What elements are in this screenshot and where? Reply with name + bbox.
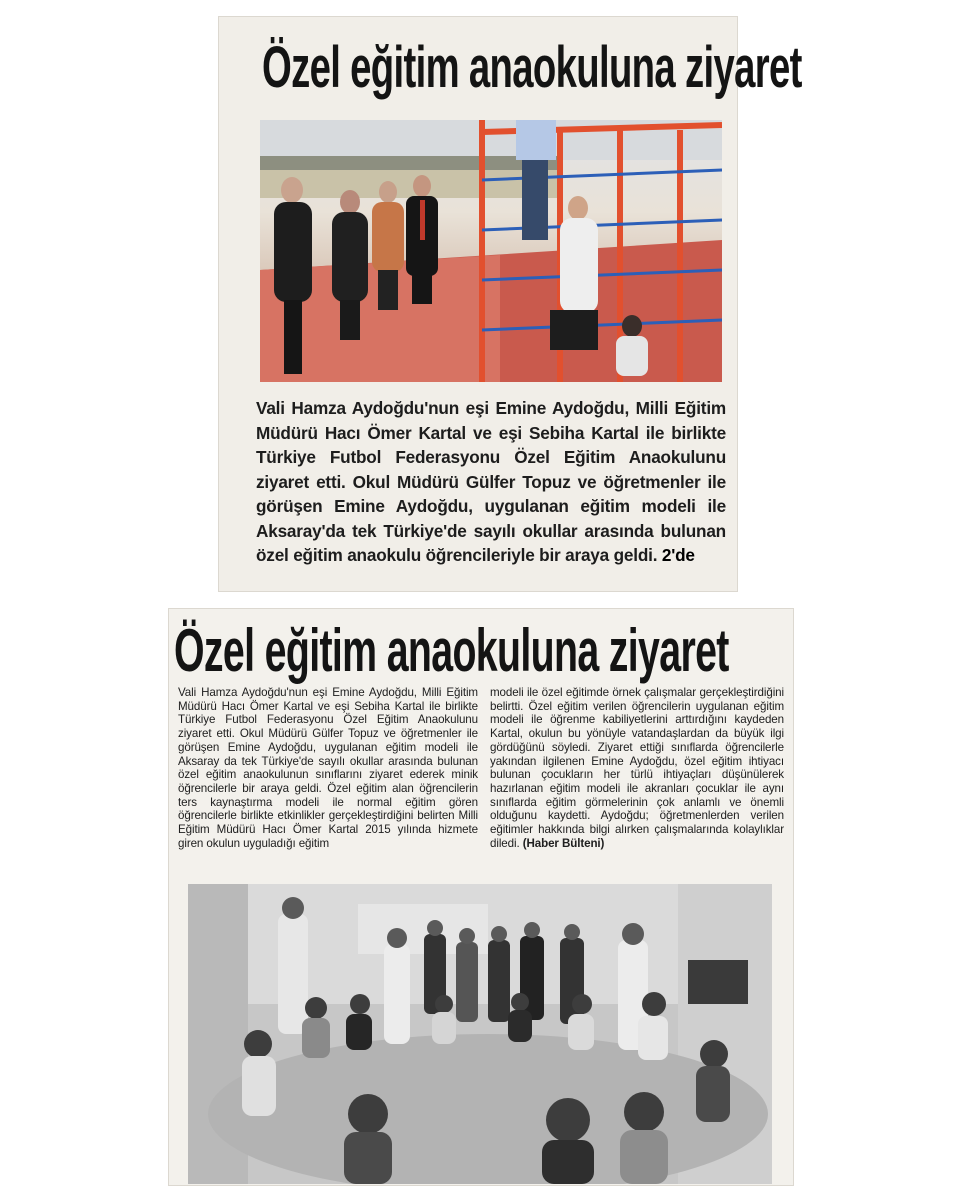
playground-photo-illustration (260, 120, 722, 382)
caption-top-text: Vali Hamza Aydoğdu'nun eşi Emine Aydoğdu, Milli Eğitim Müdürü Hacı Ömer Kartal ve eşi Sebiha Kartal ile birlikte Türkiye Futbol Federasyonu Özel Eğitim Anaokulunu ziyaret etti. Okul Müdürü Gülfer Topuz ve öğretmenler ile görüşen Emine Aydoğdu, uygulanan eğitim modeli ile Aksaray'da tek Türkiye'de sayılı okullar arasında bulunan özel eğitim anaokulu öğrencileriyle bir araya geldi. (256, 398, 726, 565)
caption-top (256, 396, 726, 568)
newspaper-clipping-bottom (168, 608, 794, 1186)
article-column-right-text: modeli ile özel eğitimde örnek çalışmalar gerçekleştirdiğini belirtti. Özel eğitim verilen öğrencilerin uygulanan eğitim modeli ile öğrenme kabiliyetlerini arttırdığını kaydeden Kartal, okulun bu yönüyle vatandaşlardan da büyük ilgi gördüğünü söyledi. Ziyaret ettiği sınıflarda öğrencilerle yakından ilgilenen Emine Aydoğdu, özel eğitim ihtiyacı bulunan çocukların her türlü ihtiyaçları düşünülerek hazırlanan eğitim modeli ile akranları çocuklar ile aynı sınıflarda eğitim görmelerinin çok anlamlı ve önemli olduğunu kaydetti. Aydoğdu; öğretmenlerden verilen eğitimler hakkında bilgi alırken çalışmalarında kolaylıklar diledi. (490, 686, 784, 850)
newspaper-clipping-top (218, 16, 802, 592)
headline-top: Özel eğitim anaokuluna ziyaret (262, 35, 802, 100)
article-column-right (490, 686, 784, 850)
headline-bottom: Özel eğitim anaokuluna ziyaret (174, 617, 729, 684)
playground-visit-photo (260, 120, 722, 382)
article-column-left: Vali Hamza Aydoğdu'nun eşi Emine Aydoğdu, Milli Eğitim Müdürü Hacı Ömer Kartal ve eşi Sebiha Kartal ile birlikte Türkiye Futbol Federasyonu Özel Eğitim Anaokulunu ziyaret etti. Okul Müdürü Gülfer Topuz ve öğretmenler ile görüşen Emine Aydoğdu, uygulanan eğitim modeli ile Aksaray da tek Türkiye'de sayılı okullar arasında bulunan özel eğitim anaokulunun sınıflarını ziyaret ederek minik öğrencilerle bir araya geldi. Özel eğitim alan öğrencilerin ters kaynaştırma modeli ile normal eğitim gören öğrencilerle birlikte etkinlikler gerçekleştirdiğini belirten Milli Eğitim Müdürü Hacı Ömer Kartal 2015 yılında hizmete giren okulun uyguladığı eğitim (178, 686, 478, 850)
continued-page-ref: 2'de (661, 545, 695, 565)
news-source: (Haber Bülteni) (522, 836, 605, 850)
classroom-photo-illustration (188, 884, 772, 1184)
classroom-circle-photo (188, 884, 772, 1184)
